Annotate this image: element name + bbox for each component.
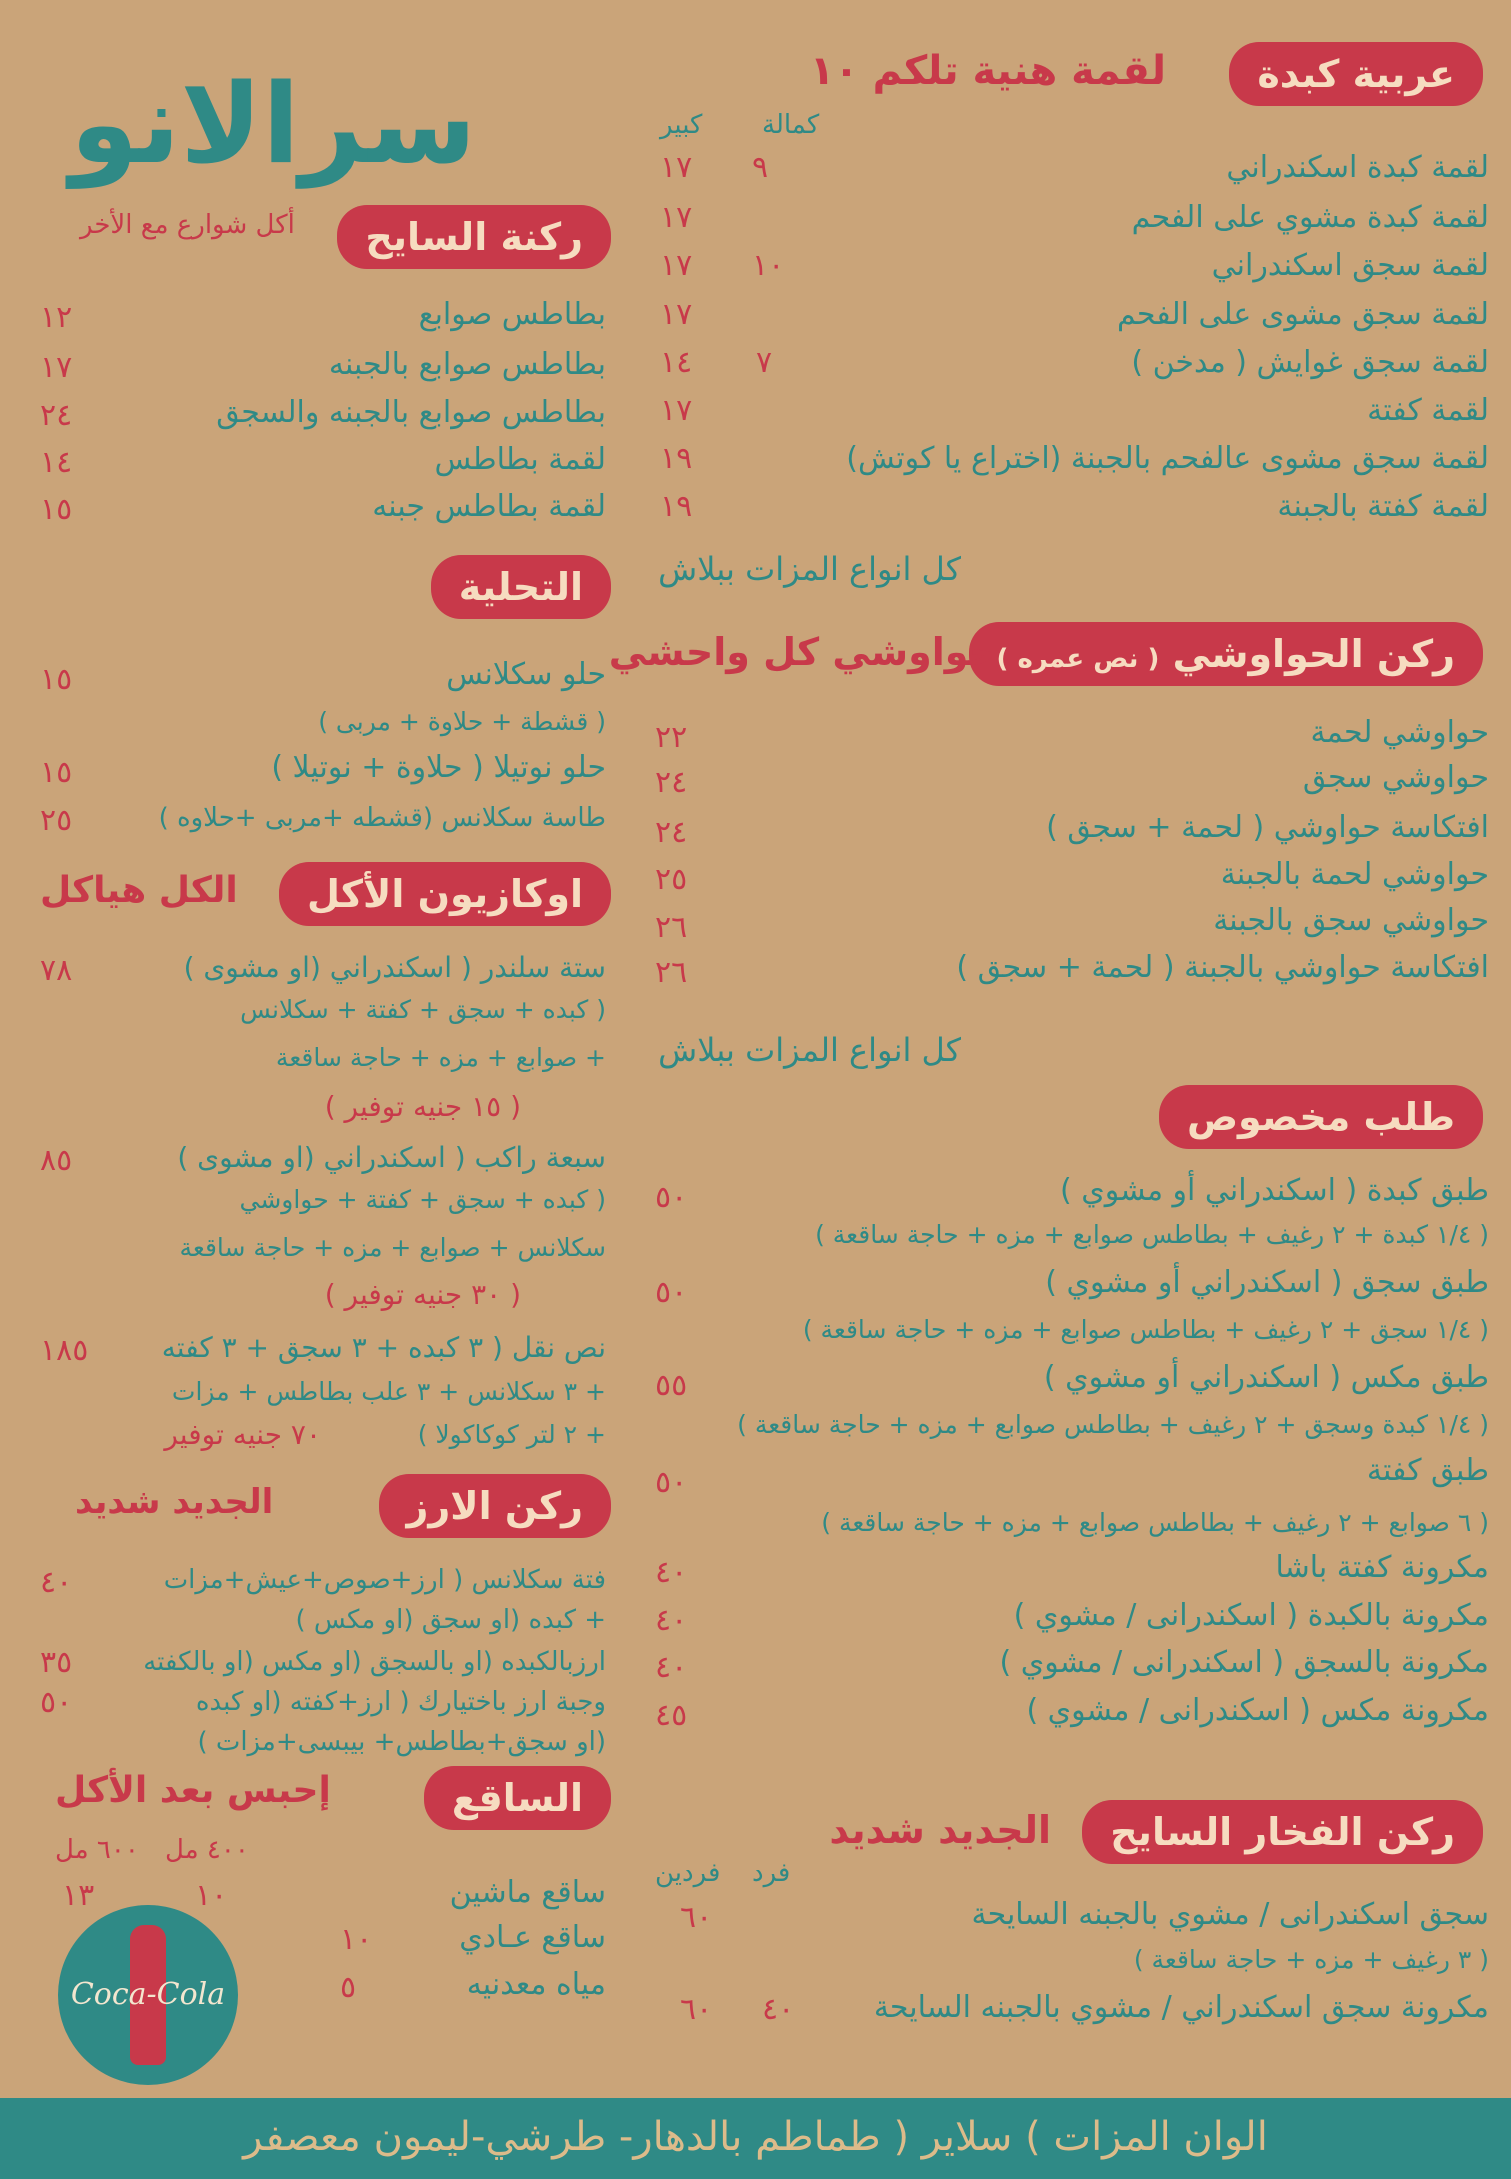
drinks-tagline: إحبس بعد الأكل (55, 1770, 331, 1811)
price-double: ٦٠ (680, 1900, 713, 1935)
list-item: لقمة سجق مشوى على الفحم (1116, 297, 1489, 332)
list-item: لقمة كبدة اسكندراني (1226, 150, 1489, 185)
col-double: فردين (655, 1858, 721, 1888)
price-600: ١٣ (62, 1878, 95, 1913)
list-item: لقمة بطاطس (434, 442, 606, 477)
price: ٤٠ (655, 1555, 688, 1590)
list-item: لقمة كبدة مشوي على الفحم (1131, 200, 1489, 235)
list-item: لقمة كفتة (1367, 393, 1489, 428)
list-item: لقمة كفتة بالجبنة (1277, 489, 1489, 524)
list-item-detail: + كبده (او سجق (او مكس ) (295, 1605, 606, 1635)
dessert-title: التحلية (431, 555, 611, 619)
col-600ml: ٦٠٠ مل (55, 1835, 139, 1865)
hawawshi-title-text: ركن الحواوشي (1172, 632, 1455, 676)
list-item-detail: ( قشطة + حلاوة + مربى ) (318, 707, 606, 736)
price-kabir: ١٧ (660, 248, 693, 283)
price: ٤٠ (655, 1603, 688, 1638)
list-item: حواوشي سجق بالجبنة (1213, 903, 1489, 938)
list-item: افتكاسة حواوشي بالجبنة ( لحمة + سجق ) (956, 950, 1489, 985)
price: ١٥ (40, 662, 73, 697)
list-item: مكرونة سجق اسكندراني / مشوي بالجبنه السايحة (873, 1990, 1489, 2025)
price-kamala: ٧ (756, 345, 773, 380)
list-item: مكرونة بالكبدة ( اسكندرانى / مشوي ) (1013, 1598, 1489, 1633)
list-item: طبق سجق ( اسكندراني أو مشوي ) (1045, 1265, 1489, 1300)
list-item-detail: + صوابع + مزه + حاجة ساقعة (275, 1043, 606, 1072)
saving-label: ٧٠ جنيه توفير (164, 1418, 321, 1451)
price-kabir: ١٧ (660, 150, 693, 185)
combo-title: اوكازيون الأكل (279, 862, 611, 926)
price-kabir: ١٧ (660, 297, 693, 332)
list-item: بطاطس صوابع بالجبنه والسجق (216, 395, 606, 430)
price: ٢٤ (40, 398, 73, 433)
list-item: ستة سلندر ( اسكندراني (او مشوى ) (183, 951, 606, 984)
list-item: ارزبالكبده (او بالسجق (او مكس (او بالكفته (143, 1647, 606, 1677)
logo-slogan: أكل شوارع مع الأخر (80, 210, 295, 240)
combo-tagline: الكل هياكل (40, 870, 238, 911)
price-double: ٦٠ (680, 1992, 713, 2027)
col-400ml: ٤٠٠ مل (165, 1835, 249, 1865)
list-item: طبق كفتة (1366, 1453, 1489, 1488)
price-kabir: ١٧ (660, 200, 693, 235)
list-item-detail: + ٢ لتر كوكاكولا ) (417, 1420, 606, 1449)
list-item: فتة سكلانس ( ارز+صوص+عيش+مزات (163, 1565, 606, 1595)
list-item: بطاطس صوابع (418, 297, 606, 332)
price: ٢٤ (655, 815, 688, 850)
price-kabir: ١٩ (660, 489, 693, 524)
price: ٥٠ (40, 1685, 73, 1720)
price: ١٧ (40, 350, 73, 385)
list-item: مكرونة مكس ( اسكندرانى / مشوي ) (1026, 1693, 1489, 1728)
coca-cola-brand: Coca-Cola (70, 1977, 226, 2012)
list-item: سجق اسكندرانى / مشوي بالجبنه السايحة (971, 1897, 1489, 1932)
price: ١٨٥ (40, 1333, 89, 1368)
list-item-detail: ( كبده + سجق + كفتة + سكلانس (240, 995, 606, 1024)
saving-label: ( ١٥ جنيه توفير ) (324, 1090, 521, 1123)
list-item: حواوشي لحمة بالجبنة (1220, 857, 1489, 892)
clay-tagline: الجديد شديد (829, 1808, 1051, 1852)
list-item-detail: ( كبده + سجق + كفتة + حواوشي (239, 1185, 606, 1214)
price: ٨٥ (40, 1143, 73, 1178)
list-item: نص نقل ( ٣ كبده + ٣ سجق + ٣ كفته (161, 1331, 606, 1364)
list-item: مياه معدنيه (466, 1967, 606, 2002)
list-item: مكرونة بالسجق ( اسكندرانى / مشوي ) (999, 1645, 1489, 1680)
price-400: ١٠ (340, 1922, 373, 1957)
price-400: ٥ (340, 1970, 357, 2005)
price: ١٤ (40, 445, 73, 480)
list-item-detail: ( ١/٤ كبدة وسجق + ٢ رغيف + بطاطس صوابع + مزه + حاجة ساقعة ) (737, 1410, 1489, 1439)
clay-title: ركن الفخار السايح (1082, 1800, 1483, 1864)
col-single: فرد (752, 1858, 791, 1888)
list-item: ساقع ماشين (449, 1875, 606, 1910)
list-item-detail: سكلانس + صوابع + مزه + حاجة ساقعة (179, 1233, 606, 1262)
price-kamala: ٩ (752, 150, 769, 185)
price: ٢٤ (655, 765, 688, 800)
list-item-detail: ( ٦ صوابع + ٢ رغيف + بطاطس صوابع + مزه + حاجة ساقعة ) (821, 1508, 1489, 1537)
price: ٤٠ (655, 1650, 688, 1685)
logo-name: سرالانو (70, 60, 477, 188)
list-item: حواوشي لحمة (1310, 715, 1489, 750)
drinks-title: الساقع (424, 1766, 611, 1830)
list-item: حلو سكلانس (446, 657, 606, 692)
footer-banner: الوان المزات ) سلاير ( طماطم بالدهار- طرشي-ليمون معصفر (0, 2098, 1511, 2179)
price: ٥٠ (655, 1465, 688, 1500)
rice-tagline: الجديد شديد (75, 1482, 274, 1522)
price: ٥٠ (655, 1180, 688, 1215)
list-item-detail: (او سجق+بطاطس+ بيبسى+مزات ) (197, 1727, 606, 1757)
list-item: وجبة ارز باختيارك ( ارز+كفته (او كبده (195, 1687, 606, 1717)
price-kabir: ١٧ (660, 393, 693, 428)
list-item: لقمة سجق غوايش ( مدخن ) (1131, 345, 1489, 380)
special-title: طلب مخصوص (1159, 1085, 1483, 1149)
hawawshi-tagline: حواوشي كل واحشي (608, 630, 996, 674)
fries-title: ركنة السايح (337, 205, 611, 269)
price: ١٥ (40, 755, 73, 790)
price-single: ٤٠ (762, 1992, 795, 2027)
price: ٤٥ (655, 1698, 688, 1733)
coca-cola-logo (58, 1905, 238, 2085)
hawawshi-note: كل انواع المزات ببلاش (658, 1031, 961, 1069)
liver-cart-tagline: لقمة هنية تلكم ١٠ (809, 48, 1166, 94)
col-kamala: كمالة (762, 110, 820, 140)
price: ٢٥ (655, 862, 688, 897)
list-item: افتكاسة حواوشي ( لحمة + سجق ) (1046, 810, 1489, 845)
list-item-detail: ( ١/٤ سجق + ٢ رغيف + بطاطس صوابع + مزه + حاجة ساقعة ) (802, 1315, 1489, 1344)
list-item: لقمة سجق مشوى عالفحم بالجبنة (اختراع يا كوتش) (846, 441, 1489, 476)
list-item: طبق كبدة ( اسكندراني أو مشوي ) (1059, 1173, 1489, 1208)
price-kabir: ١٩ (660, 441, 693, 476)
list-item: ساقع عـادي (459, 1920, 606, 1955)
price-400: ١٠ (195, 1878, 228, 1913)
list-item: مكرونة كفتة باشا (1275, 1550, 1489, 1585)
list-item: طبق مكس ( اسكندراني أو مشوي ) (1043, 1360, 1489, 1395)
hawawshi-title (969, 622, 1483, 686)
price: ٢٢ (655, 720, 688, 755)
list-item: حلو نوتيلا ( حلاوة + نوتيلا ) (271, 750, 606, 785)
list-item: طاسة سكلانس (قشطه +مربى +حلاوه ) (158, 803, 606, 833)
price: ١٥ (40, 492, 73, 527)
price: ٥٥ (655, 1368, 688, 1403)
price: ٢٦ (655, 910, 688, 945)
price: ٣٥ (40, 1645, 73, 1680)
list-item: لقمة سجق اسكندراني (1211, 248, 1489, 283)
liver-cart-note: كل انواع المزات ببلاش (658, 550, 961, 588)
price: ١٢ (40, 300, 73, 335)
list-item: لقمة بطاطس جبنه (372, 489, 606, 524)
list-item-detail: ( ١/٤ كبدة + ٢ رغيف + بطاطس صوابع + مزه + حاجة ساقعة ) (815, 1220, 1489, 1249)
price-kamala: ١٠ (752, 248, 785, 283)
list-item: سبعة راكب ( اسكندراني (او مشوى ) (177, 1141, 606, 1174)
price-kabir: ١٤ (660, 345, 693, 380)
hawawshi-title-small: ( نص عمره ) (996, 644, 1160, 674)
saving-label: ( ٣٠ جنيه توفير ) (324, 1278, 521, 1311)
price: ٤٠ (40, 1565, 73, 1600)
price: ٢٦ (655, 955, 688, 990)
price: ٧٨ (40, 953, 73, 988)
rice-title: ركن الارز (379, 1474, 611, 1538)
col-kabir: كبير (660, 110, 703, 140)
list-item: بطاطس صوابع بالجبنه (328, 347, 606, 382)
price: ٥٠ (655, 1275, 688, 1310)
liver-cart-title: عربية كبدة (1229, 42, 1483, 106)
list-item-detail: ( ٣ رغيف + مزه + حاجة ساقعة ) (1133, 1945, 1489, 1974)
list-item: حواوشي سجق (1302, 760, 1489, 795)
price: ٢٥ (40, 803, 73, 838)
list-item-detail: + ٣ سكلانس + ٣ علب بطاطس + مزات (171, 1377, 606, 1406)
